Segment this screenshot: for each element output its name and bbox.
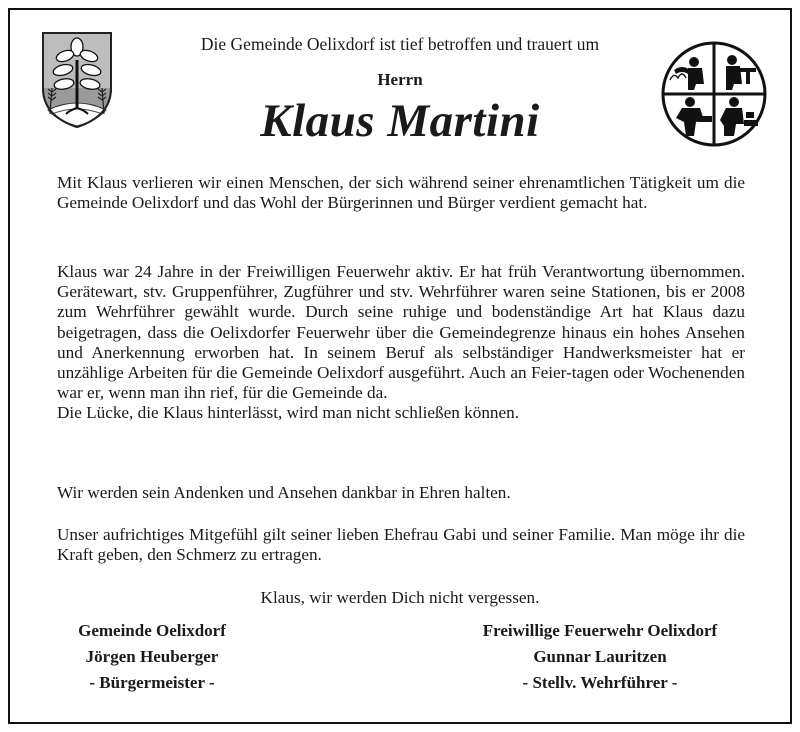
- signature-left-organization: Gemeinde Oelixdorf: [78, 621, 226, 640]
- salutation: Herrn: [377, 70, 423, 89]
- signature-left: [54, 618, 250, 696]
- paragraph-3: Wir werden sein Andenken und Ansehen dankbar in Ehren halten.: [57, 483, 511, 502]
- closing-line: Klaus, wir werden Dich nicht vergessen.: [260, 588, 540, 607]
- signature-left-role: - Bürgermeister -: [89, 673, 215, 692]
- signature-right: [450, 618, 750, 696]
- paragraph-4: Unser aufrichtiges Mitgefühl gilt seiner lieben Ehefrau Gabi und seiner Familie. Man möge ihr die Kraft geben, den Schmerz zu ertragen.: [57, 525, 745, 565]
- intro-line: Die Gemeinde Oelixdorf ist tief betroffen und trauert um: [200, 34, 600, 54]
- signature-left-person: Jörgen Heuberger: [85, 647, 219, 666]
- paragraph-2-main: Klaus war 24 Jahre in der Freiwilligen Feuerwehr aktiv. Er hat früh Verantwortung übernommen. Gerätewart, stv. Gruppenführer, Zugführer und stv. Wehrführer waren seine Stationen, bis er 2008 zum Wehrführer gewählt wurde. Durch seine ruhige und bodenständige Art hat Klaus dazu beigetragen, dass die Oelixdorfer Feuerwehr über die Gemeindegrenze hinaus ein hohes Ansehen und Anerkennung erworben hat. In seinem Beruf als selbständiger Handwerksmeister hat er unzählige Arbeiten für die Gemeinde Oelixdorf ausgeführt. Auch an Feier-tagen oder Wochenenden war er, wenn man ihn rief, für die Gemeinde da.: [57, 262, 745, 403]
- obituary-notice: [8, 8, 792, 724]
- signature-right-role: - Stellv. Wehrführer -: [522, 673, 678, 692]
- signature-right-organization: Freiwillige Feuerwehr Oelixdorf: [482, 621, 718, 640]
- paragraph-1: Mit Klaus verlieren wir einen Menschen, der sich während seiner ehrenamtlichen Tätigkeit um die Gemeinde Oelixdorf und das Wohl der Bürgerinnen und Bürger verdient gemacht hat.: [57, 173, 745, 213]
- signature-right-person: Gunnar Lauritzen: [533, 647, 667, 666]
- paragraph-2-end: Die Lücke, die Klaus hinterlässt, wird man nicht schließen können.: [57, 403, 520, 423]
- deceased-name: Klaus Martini: [260, 95, 540, 147]
- paragraph-2: [57, 262, 745, 424]
